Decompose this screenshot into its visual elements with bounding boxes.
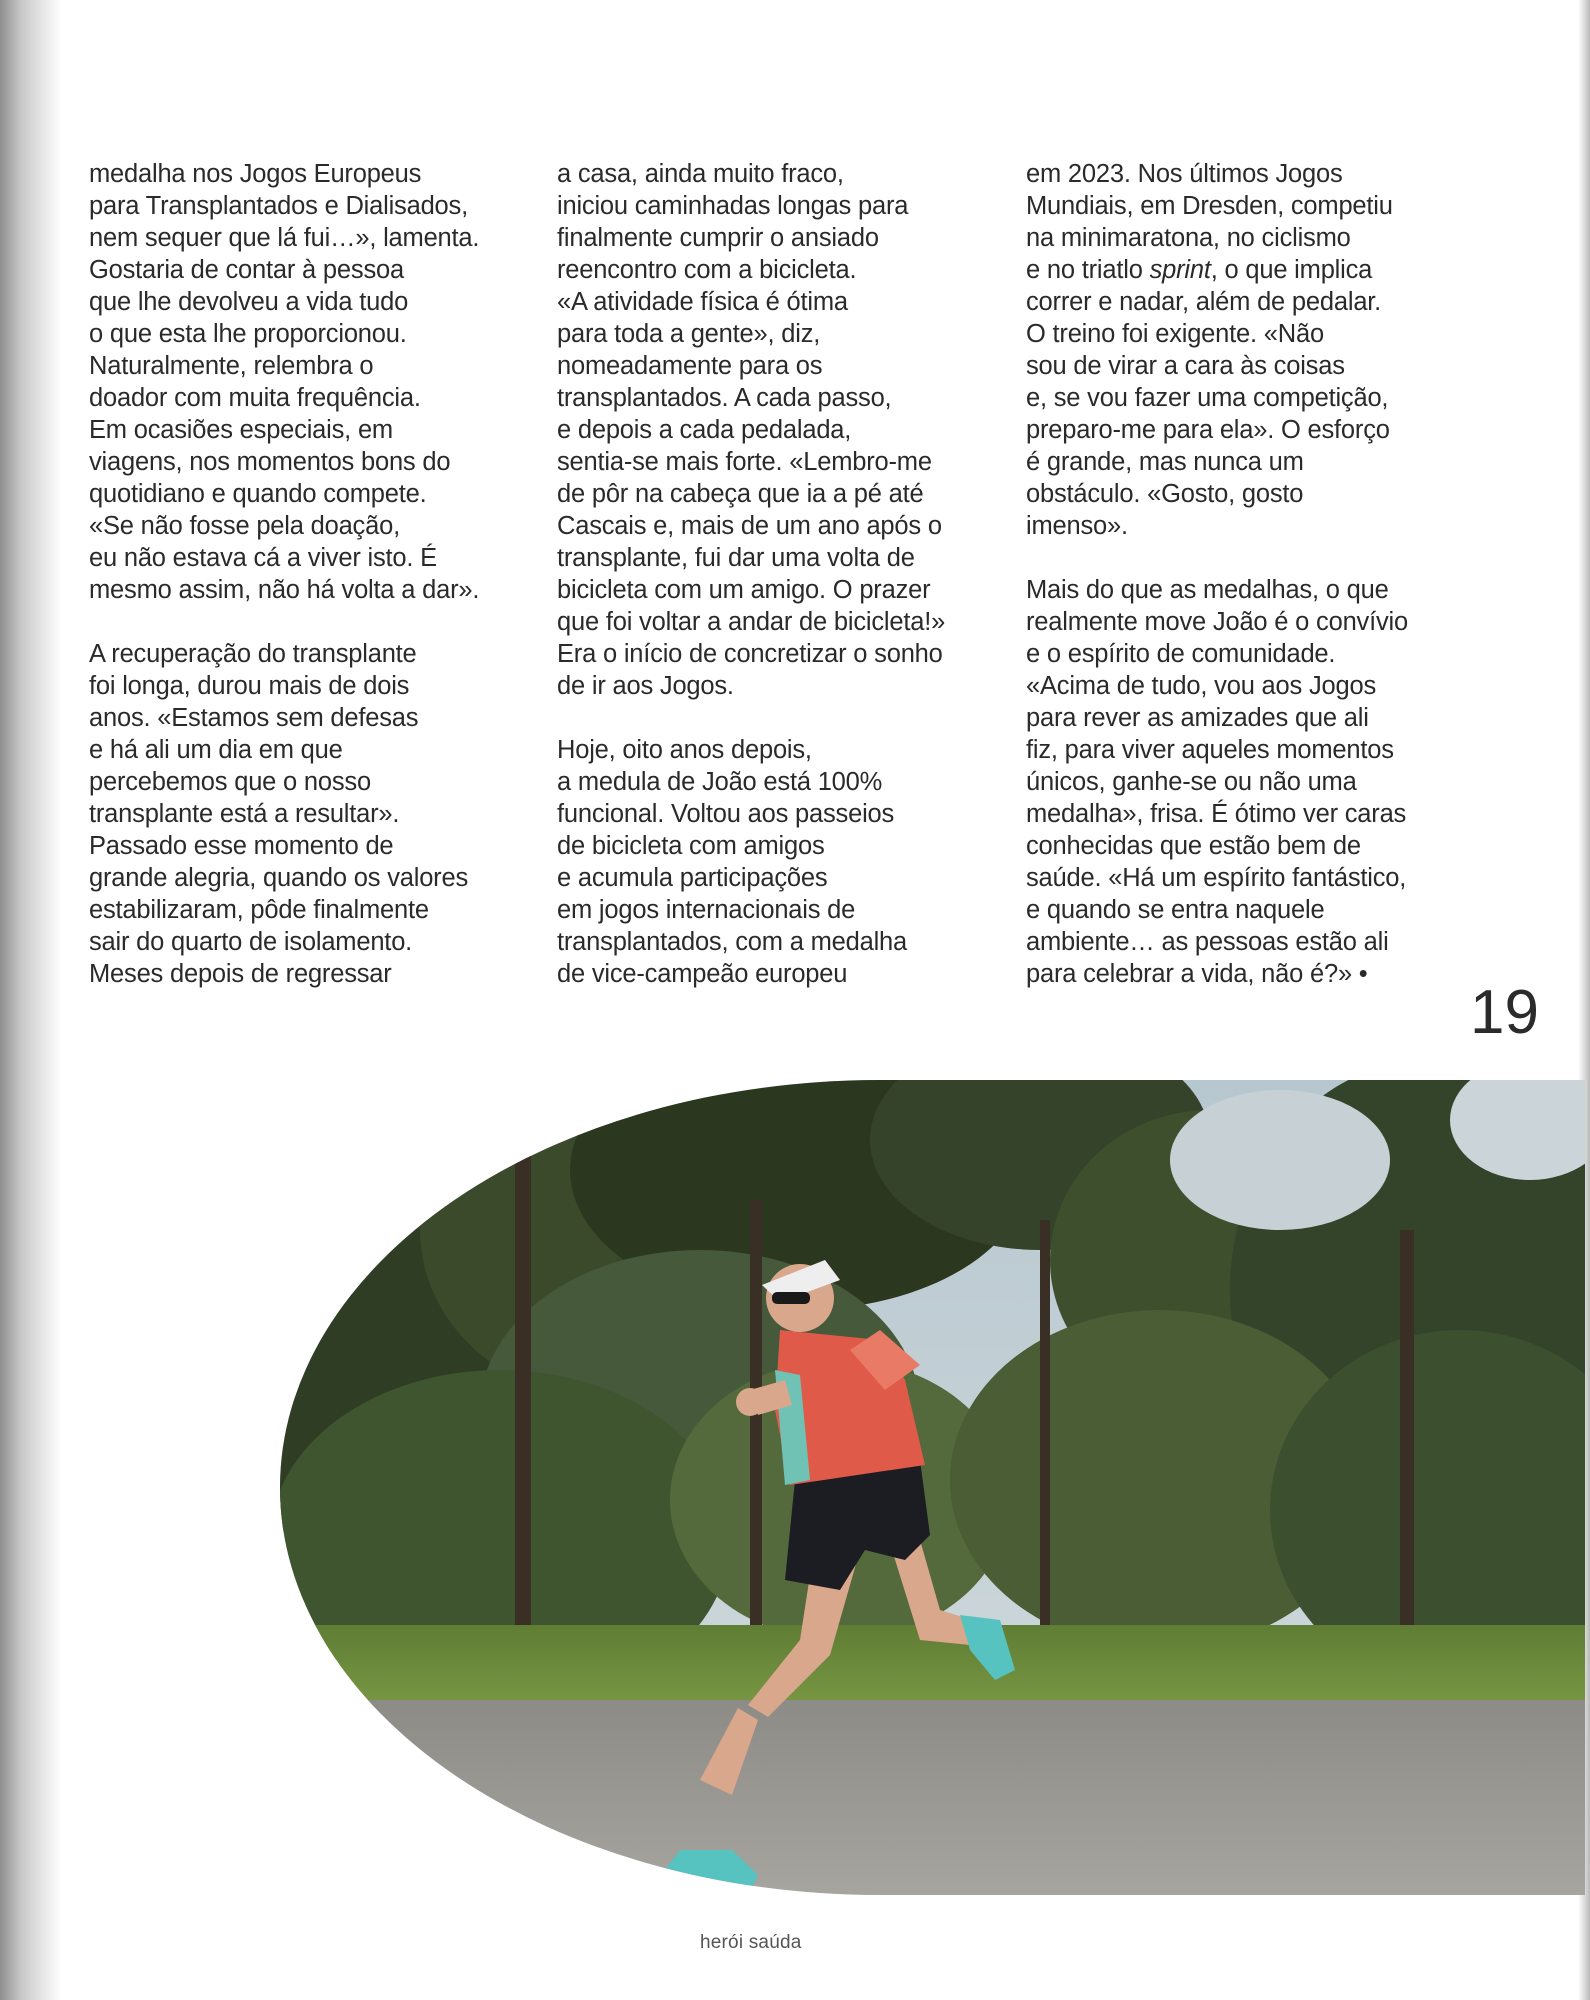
- paragraph: Mais do que as medalhas, o que realmente move João é o convívio e o espírito de comunidade. «Acima de tudo, vou aos Jogos para rever as amizades que ali fiz, para viver aqueles momentos únicos, ganhe-se ou não uma medalha», frisa. É ótimo ver caras conhecidas que estão bem de saúde. «Há um espírito fantástico, e quando se entra naquele ambiente… as pessoas estão ali para celebrar a vida, não é?» •: [1026, 576, 1408, 988]
- text-run: em 2023. Nos últimos Jogos Mundiais, em Dresden, competiu na minimaratona, no ciclismo e no triatlo: [1026, 160, 1393, 284]
- paragraph: [1026, 158, 1446, 542]
- page-binding-shadow: [0, 0, 62, 2000]
- article-column-3: [1026, 158, 1446, 990]
- page-number: 19: [1470, 978, 1539, 1047]
- text-run: , o que implica correr e nadar, além de pedalar. O treino foi exigente. «Não sou de virar a cara às coisas e, se vou fazer uma competição, preparo-me para ela». O esforço é grande, mas nunca um obstáculo. «Gosto, gosto imenso».: [1026, 256, 1390, 540]
- paragraph: Hoje, oito anos depois, a medula de João está 100% funcional. Voltou aos passeios de bicicleta com amigos e acumula participações em jogos internacionais de transplantados, com a medalha de vice-campeão europeu: [557, 736, 907, 988]
- article-column-2: [557, 158, 977, 990]
- paragraph: medalha nos Jogos Europeus para Transplantados e Dialisados, nem sequer que lá fui…», lamenta. Gostaria de contar à pessoa que lhe devolveu a vida tudo o que esta lhe proporcionou. Naturalmente, relembra o doador com muita frequência. Em ocasiões especiais, em viagens, nos momentos bons do quotidiano e quando compete. «Se não fosse pela doação, eu não estava cá a viver isto. É mesmo assim, não há volta a dar».: [89, 160, 480, 604]
- magazine-footer: herói saúda: [700, 1932, 802, 1953]
- article-column-1: [89, 158, 509, 990]
- runner-photo: [280, 1080, 1585, 1895]
- paragraph: A recuperação do transplante foi longa, durou mais de dois anos. «Estamos sem defesas e há ali um dia em que percebemos que o nosso transplante está a resultar». Passado esse momento de grande alegria, quando os valores estabilizaram, pôde finalmente sair do quarto de isolamento. Meses depois de regressar: [89, 640, 469, 988]
- emphasis-sprint: sprint: [1149, 256, 1211, 284]
- road: [280, 1700, 1585, 1895]
- paragraph: a casa, ainda muito fraco, iniciou caminhadas longas para finalmente cumprir o ansiado reencontro com a bicicleta. «A atividade física é ótima para toda a gente», diz, nomeadamente para os transplantados. A cada passo, e depois a cada pedalada, sentia-se mais forte. «Lembro-me de pôr na cabeça que ia a pé até Cascais e, mais de um ano após o transplante, fui dar uma volta de bicicleta com um amigo. O prazer que foi voltar a andar de bicicleta!» Era o início de concretizar o sonho de ir aos Jogos.: [557, 160, 946, 700]
